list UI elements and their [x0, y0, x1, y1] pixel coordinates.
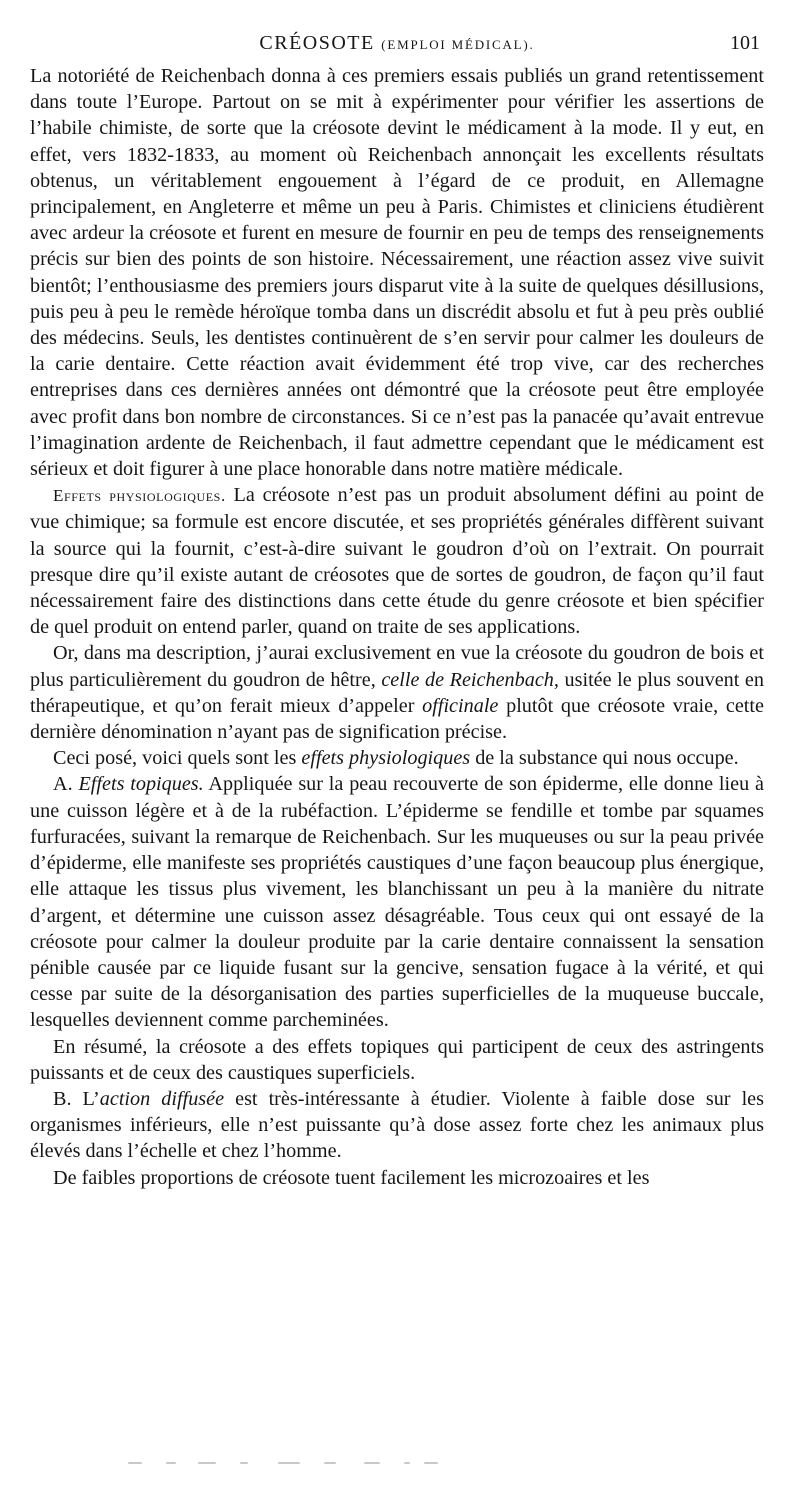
- paragraph-text: est très-intéressante à étudier. Violente à faible dose sur les organismes inférieurs, elle n’est puissante qu’à dose assez forte chez les animaux plus élevés dans l’échelle et chez l’homme.: [30, 1087, 764, 1163]
- italic-run: effets physiologiques: [301, 747, 471, 770]
- paragraph-description: [30, 640, 764, 745]
- item-label: B. L’: [53, 1087, 100, 1110]
- paragraph-text: La créosote n’est pas un produit absolument défini au point de vue chimique; sa formule est encore discutée, et ses propriétés générales diffèrent suivant la source qui la fournit, c’est-à-dire suivant le goudron d’où on l’extrait. On pourrait presque dire qu’il existe autant de créosotes que de sortes de goudron, de façon qu’il faut nécessairement faire des distinctions dans cette étude du genre créosote et bien spécifier de quel produit on entend parler, quand on traite de ses applications.: [30, 484, 765, 639]
- text-run: Or, dans ma description, j’aurai exclusivement en vue la créosote du goudron de bois et plus particulièrement du goudron de hêtre,: [30, 642, 764, 691]
- item-label: A.: [53, 773, 79, 796]
- paragraph-text: Appliquée sur la peau recouverte de son épiderme, elle donne lieu à une cuisson légère et à de la rubéfaction. L’épiderme se fendille et tombe par squames furfuracées, suivant la remarque de Reichenbach. Sur les muqueuses ou sur la peau privée d’épiderme, elle manifeste ses propriétés caustiques d’une façon beaucoup plus énergique, elle attaque les tissus plus vivement, les blanchissant un peu à la manière du nitrate d’argent, et détermine une cuisson assez désagréable. Tous ceux qui ont essayé de la créosote pour calmer la douleur produite par la carie dentaire connaissent la sensation pénible causée par ce liquide fusant sur la gencive, sensation fugace à la vérité, et qui cesse par suite de la désorganisation des parties superficielles de la muqueuse buccale, lesquelles deviennent comme parcheminées.: [30, 773, 764, 1032]
- paragraph-action-diffusee: [30, 1086, 764, 1165]
- paragraph-ceci-pose: [30, 745, 764, 771]
- running-header: [30, 32, 764, 62]
- text-run: plutôt que créosote vraie, cette dernière dénomination n’ayant pas de signification précise.: [30, 694, 764, 744]
- paragraph-faibles-proportions: De faibles proportions de créosote tuent facilement les microzoaires et les: [53, 1166, 650, 1189]
- text-run: Ceci posé, voici quels sont les: [53, 747, 302, 770]
- text-run: de la substance qui nous occupe.: [470, 747, 739, 770]
- subsection-heading-effets-topiques: Effets topiques.: [78, 773, 204, 796]
- italic-run: officinale: [422, 694, 499, 717]
- italic-run: celle de Reichenbach,: [381, 668, 559, 691]
- subsection-heading-action-diffusee: action diffusée: [99, 1087, 225, 1110]
- page-number: 101: [730, 32, 760, 54]
- paragraph-effets-topiques: [30, 771, 764, 1033]
- header-title: CRÉOSOTE: [259, 32, 375, 54]
- header-subtitle: (EMPLOI MÉDICAL).: [381, 37, 535, 52]
- paragraph-effets-physiologiques: [30, 482, 764, 640]
- text-run: usitée le plus souvent en thérapeutique, et qu’on ferait mieux d’appeler: [30, 668, 764, 717]
- page-body: [30, 63, 764, 1191]
- section-heading-effets-physiologiques: Effets physiologiques.: [53, 486, 226, 506]
- paragraph-en-resume: En résumé, la créosote a des effets topiques qui participent de ceux des astringents puissants et de ceux des caustiques superficiels.: [30, 1035, 764, 1084]
- faint-bleedthrough-marks: [128, 1462, 448, 1466]
- running-title: [30, 32, 764, 55]
- paragraph-reichenbach: La notoriété de Reichenbach donna à ces premiers essais publiés un grand retentissement dans toute l’Europe. Partout on se mit à expérimenter pour vérifier les assertions de l’habile chimiste, de sorte que la créosote devint le médicament à la mode. Il y eut, en effet, vers 1832-1833, au moment où Reichenbach annonçait les excellents résultats obtenus, un véritablement engouement à l’égard de ce produit, en Allemagne principalement, en Angleterre et même un peu à Paris. Chimistes et cliniciens étudièrent avec ardeur la créosote et furent en mesure de fournir en peu de temps des renseignements précis sur bien des points de son histoire. Nécessairement, une réaction assez vive suivit bientôt; l’enthousiasme des premiers jours disparut vite à la suite de quelques désillusions, puis peu à peu le remède héroïque tomba dans un discrédit absolu et fut à peu près oublié des médecins. Seuls, les dentistes continuèrent de s’en servir pour calmer les douleurs de la carie dentaire. Cette réaction avait évidemment été trop vive, car des recherches entreprises dans ces dernières années ont démontré que la créosote peut être employée avec profit dans bon nombre de circonstances. Si ce n’est pas la panacée qu’avait entrevue l’imagination ardente de Reichenbach, il faut admettre cependant que le médicament est sérieux et doit figurer à une place honorable dans notre matière médicale.: [30, 65, 764, 481]
